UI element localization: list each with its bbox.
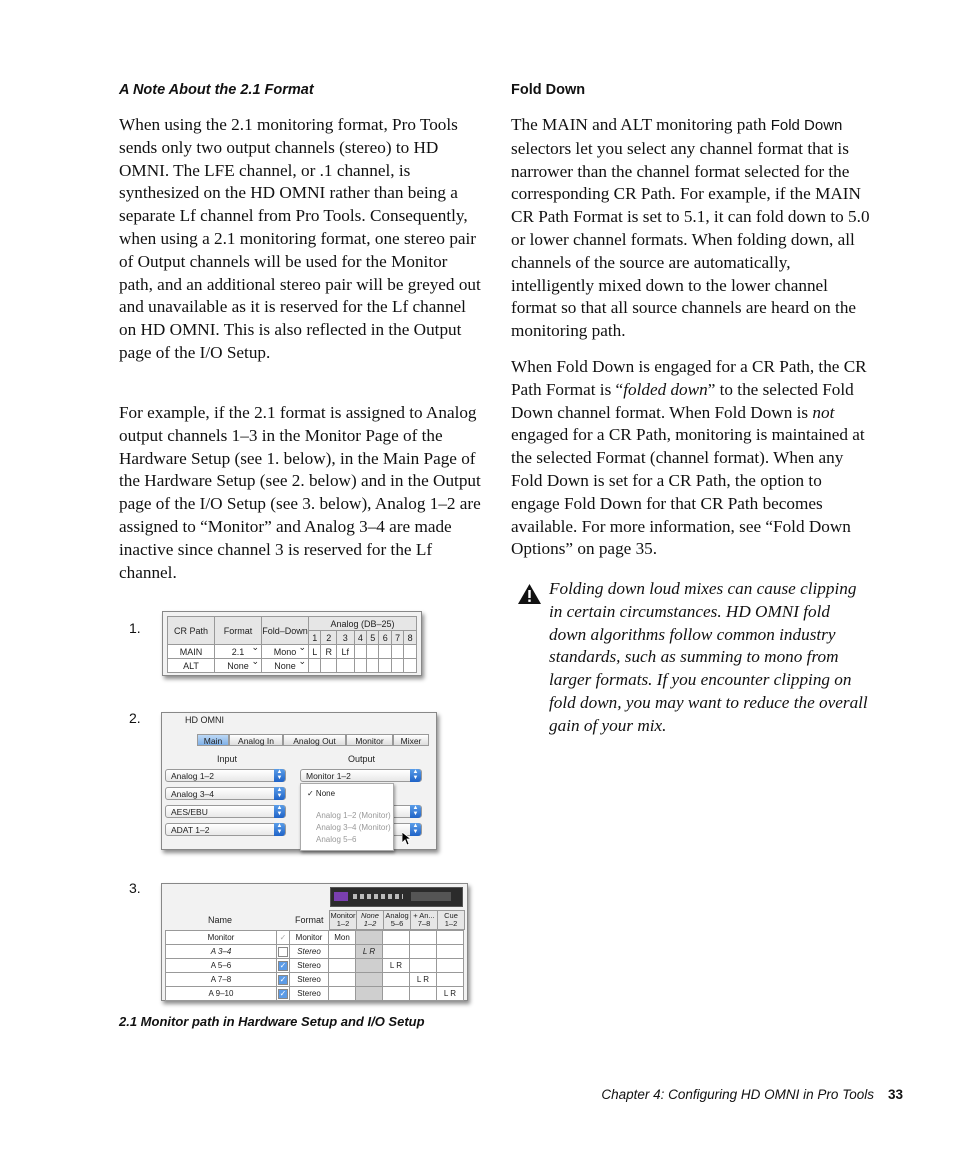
updown-arrows-icon: ▲ ▼ [410,769,421,782]
assign-cell[interactable] [410,959,437,973]
channel-header: 3 [336,631,354,645]
monitor-page-screenshot [162,611,422,676]
channel-header: 6 [379,631,391,645]
path-name[interactable]: Monitor [166,931,277,945]
assign-cell[interactable]: L R [383,959,410,973]
assign-cell[interactable] [437,959,464,973]
assign-cell[interactable] [354,659,366,673]
assign-cell[interactable] [336,659,354,673]
assign-cell[interactable]: L R [437,987,464,1001]
bus-col-header: None 1–2 [357,911,384,930]
assign-cell[interactable] [354,645,366,659]
section-heading-2-1-format: A Note About the 2.1 Format [119,82,314,98]
input-selector-1[interactable]: Analog 1–2 ▲ ▼ [165,769,286,782]
format-selector-main[interactable]: 2.1 ⌄ [215,645,262,659]
table-row-main [168,645,417,659]
assign-cell[interactable] [379,659,391,673]
menu-item-none[interactable]: ✓ None [307,789,336,798]
channel-header: 1 [309,631,321,645]
updown-arrows-icon: ▲ ▼ [410,823,421,836]
assign-cell[interactable] [391,659,403,673]
assign-cell[interactable] [356,973,383,987]
cr-path-table [167,616,417,673]
updown-arrows-icon: ▲ ▼ [274,823,285,836]
assign-cell[interactable]: Lf [336,645,354,659]
header-format: Format [295,915,324,925]
input-selector-3[interactable]: AES/EBU ▲ ▼ [165,805,286,818]
format-selector-alt[interactable]: None ⌄ [215,659,262,673]
io-setup-output-screenshot [161,883,468,1001]
cr-path-alt: ALT [168,659,215,673]
warning-note: Folding down loud mixes can cause clipping in certain circumstances. HD OMNI fold down algorithms follow common industry standards, such as summing to mono from larger formats. If you encounter clipping on fold down, you may want to reduce the overall gain of your mix. [549,579,868,735]
table-row [166,959,464,973]
assign-cell[interactable] [410,987,437,1001]
input-selector-2[interactable]: Analog 3–4 ▲ ▼ [165,787,286,800]
tab-monitor[interactable]: Monitor [346,734,393,746]
assign-cell[interactable]: L R [356,945,383,959]
tab-analog-in[interactable]: Analog In [229,734,283,746]
assign-cell[interactable]: R [321,645,337,659]
channel-header: 7 [391,631,403,645]
table-row [166,945,464,959]
input-label: Input [217,754,238,764]
output-bus-headers [329,910,465,930]
figure-caption: 2.1 Monitor path in Hardware Setup and I/O Setup [119,1014,425,1029]
fold-down-selector-alt[interactable]: None ⌄ [262,659,309,673]
table-row [166,987,464,1001]
table-row [166,931,464,945]
assign-cell[interactable] [437,973,464,987]
active-checkbox[interactable] [277,945,290,959]
header-name: Name [208,915,233,925]
menu-item-disabled: Analog 5–6 [316,835,357,844]
page-footer [601,1087,903,1102]
assign-cell[interactable]: L R [410,973,437,987]
hardware-setup-main-screenshot [161,712,437,850]
path-name[interactable]: A 3–4 [166,945,277,959]
path-format: Stereo [290,945,329,959]
path-format: Stereo [290,973,329,987]
output-label: Output [348,754,376,764]
bus-col-header: Monitor 1–2 [330,911,356,928]
page-number: 33 [887,1087,903,1102]
figure-number-2: 2. [129,710,141,726]
section-heading-fold-down: Fold Down [511,82,586,98]
bus-col-header: Cue 1–2 [438,911,465,930]
tab-mixer[interactable]: Mixer [393,734,429,746]
hd-omni-hardware-image [330,887,463,907]
paragraph-fold-down-intro: The MAIN and ALT monitoring path Fold Down selectors let you select any channel format that is narrower than the channel format selected for the corresponding CR Path. For example, if the MAIN CR Path Format is set to 5.1, it can fold down to 5.0 or lower channel formats. When folding down, all channels of the source are automatically, intelligently mixed down to the lower channel format so that all source channels are heard on the monitoring path. [511,115,870,341]
assign-cell[interactable] [329,973,356,987]
table-row-alt [168,659,417,673]
assign-cell[interactable] [437,931,464,945]
assign-cell[interactable] [309,659,321,673]
paragraph-2-1-example: For example, if the 2.1 format is assigned to Analog output channels 1–3 in the Monitor Page of the Hardware Setup (see 1. below), in the Main Page of the Hardware Setup (see 2. below) and in the Output page of the I/O Setup (see 3. below), Analog 1–2 are assigned to “Monitor” and Analog 3–4 are made inactive since channel 3 is reserved for the Lf channel. [119,403,481,582]
assign-cell[interactable] [404,659,417,673]
updown-arrows-icon: ▲ ▼ [274,787,285,800]
paragraph-fold-down-engaged: When Fold Down is engaged for a CR Path, the CR Path Format is “folded down” to the selected Fold Down channel format. When Fold Down is not engaged for a CR Path, monitoring is maintained at the selected Format (channel format). When any Fold Down is set for a CR Path, the option to engage Fold Down for that CR Path becomes available. For more information, see “Fold Down Options” on page 35. [511,357,867,559]
figure-number-3: 3. [129,880,141,896]
assign-cell[interactable]: Mon [329,931,356,945]
path-format: Stereo [290,987,329,1001]
header-cr-path: CR Path [168,617,215,645]
assign-cell[interactable] [410,945,437,959]
active-checkbox[interactable]: ✓ [277,987,290,1001]
assign-cell[interactable] [383,973,410,987]
path-name[interactable]: A 9–10 [166,987,277,1001]
tab-analog-out[interactable]: Analog Out [283,734,346,746]
channel-header: 2 [321,631,337,645]
path-name[interactable]: A 5–6 [166,959,277,973]
output-dropdown-menu [300,783,394,851]
table-row [166,973,464,987]
chapter-title: Chapter 4: Configuring HD OMNI in Pro Tools [601,1087,874,1102]
assign-cell[interactable] [356,931,383,945]
cr-path-main: MAIN [168,645,215,659]
assign-cell[interactable]: L [309,645,321,659]
warning-icon [517,583,542,605]
assign-cell[interactable] [437,945,464,959]
assign-cell[interactable] [379,645,391,659]
path-format: Monitor [290,931,329,945]
assign-cell[interactable] [383,945,410,959]
path-name[interactable]: A 7–8 [166,973,277,987]
mouse-cursor-icon [402,832,412,846]
header-analog-db25: Analog (DB–25) [309,617,417,631]
active-checkbox[interactable]: ✓ [277,959,290,973]
assign-cell[interactable] [367,645,379,659]
header-fold-down: Fold–Down [262,617,309,645]
assign-cell[interactable] [321,659,337,673]
paragraph-2-1-intro: When using the 2.1 monitoring format, Pro Tools sends only two output channels (stereo) to HD OMNI. The LFE channel, or .1 channel, is synthesized on the HD OMNI rather than being a separate Lf channel from Pro Tools. Consequently, when using a 2.1 monitoring format, one stereo pair of Output channels will be used for the Monitor path, and an additional stereo pair will be greyed out and unavailable as it is reserved for the Lf channel on HD OMNI. This is also reflected in the Output page of the I/O Setup. [119,115,481,362]
assign-cell[interactable] [356,959,383,973]
bus-col-header: + An... 7–8 [411,911,438,930]
assign-cell[interactable] [356,987,383,1001]
output-paths-table [165,930,464,1001]
updown-arrows-icon: ▲ ▼ [410,805,421,818]
channel-header: 4 [354,631,366,645]
assign-cell[interactable] [383,987,410,1001]
assign-cell[interactable] [329,959,356,973]
assign-cell[interactable] [329,987,356,1001]
assign-cell[interactable] [367,659,379,673]
fold-down-selector-main[interactable]: Mono ⌄ [262,645,309,659]
header-format: Format [215,617,262,645]
bus-col-header: Analog 5–6 [385,911,409,928]
channel-header: 5 [367,631,379,645]
assign-cell[interactable] [383,931,410,945]
device-title: HD OMNI [185,715,224,725]
output-selector-1[interactable]: Monitor 1–2 ▲ ▼ [300,769,422,782]
active-checkbox[interactable]: ✓ [277,931,290,945]
path-format: Stereo [290,959,329,973]
input-selector-4[interactable]: ADAT 1–2 ▲ ▼ [165,823,286,836]
updown-arrows-icon: ▲ ▼ [274,805,285,818]
assign-cell[interactable] [329,945,356,959]
channel-header: 8 [404,631,417,645]
assign-cell[interactable] [404,645,417,659]
menu-item-disabled: Analog 3–4 (Monitor) [316,823,391,832]
figure-number-1: 1. [129,620,141,636]
active-checkbox[interactable]: ✓ [277,973,290,987]
assign-cell[interactable] [410,931,437,945]
tab-main[interactable]: Main [197,734,229,746]
fold-down-code-term: Fold Down [770,117,843,134]
updown-arrows-icon: ▲ ▼ [274,769,285,782]
assign-cell[interactable] [391,645,403,659]
menu-item-disabled: Analog 1–2 (Monitor) [316,811,391,820]
